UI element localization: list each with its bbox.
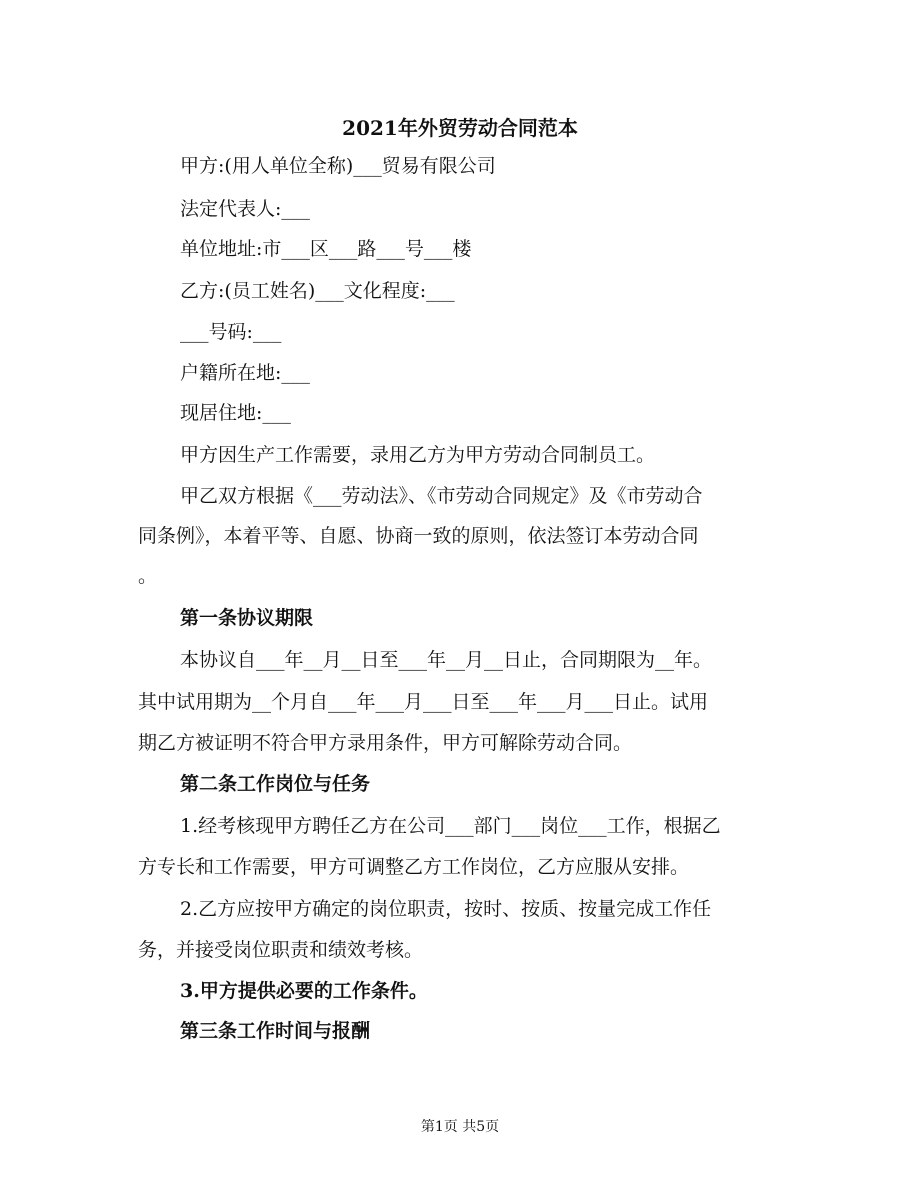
paragraph-2-line-3: 。 — [138, 565, 158, 587]
article-2-title: 第二条工作岗位与任务 — [180, 773, 371, 795]
party-a-line: 甲方:(用人单位全称)___贸易有限公司 — [180, 155, 496, 177]
page-footer: 第1页 共5页 — [420, 1119, 500, 1135]
article-2-item-1-line-2: 方专长和工作需要，甲方可调整乙方工作岗位，乙方应服从安排。 — [138, 856, 690, 878]
id-number-line: ___号码:___ — [180, 321, 282, 343]
article-3-title: 第三条工作时间与报酬 — [180, 1020, 371, 1042]
legal-rep-line: 法定代表人:___ — [180, 198, 310, 220]
paragraph-1: 甲方因生产工作需要，录用乙方为甲方劳动合同制员工。 — [180, 444, 656, 466]
article-2-item-2-line-2: 务，并接受岗位职责和绩效考核。 — [138, 939, 424, 961]
article-2-item-2-line-1: 2.乙方应按甲方确定的岗位职责，按时、按质、按量完成工作任 — [180, 898, 712, 920]
residence-line: 现居住地:___ — [180, 402, 291, 424]
article-2-item-1-line-1: 1.经考核现甲方聘任乙方在公司___部门___岗位___工作，根据乙 — [180, 815, 721, 837]
paragraph-2-line-2: 同条例》，本着平等、自愿、协商一致的原则，依法签订本劳动合同 — [138, 525, 699, 547]
address-line: 单位地址:市___区___路___号___楼 — [180, 238, 472, 260]
paragraph-2-line-1: 甲乙双方根据《___劳动法》、《市劳动合同规定》及《市劳动合 — [180, 485, 703, 507]
article-1-line-3: 期乙方被证明不符合甲方录用条件，甲方可解除劳动合同。 — [138, 732, 633, 754]
article-1-line-2: 其中试用期为__个月自___年___月___日至___年___月___日止。试用 — [138, 691, 709, 713]
document-title: 2021年外贸劳动合同范本 — [342, 116, 578, 140]
article-1-line-1: 本协议自___年__月__日至___年__月__日止，合同期限为__年。 — [180, 649, 713, 671]
article-2-item-3: 3.甲方提供必要的工作条件。 — [180, 980, 428, 1002]
party-b-line: 乙方:(员工姓名)___文化程度:___ — [180, 280, 455, 302]
article-1-title: 第一条协议期限 — [180, 607, 314, 629]
household-line: 户籍所在地:___ — [180, 362, 310, 384]
